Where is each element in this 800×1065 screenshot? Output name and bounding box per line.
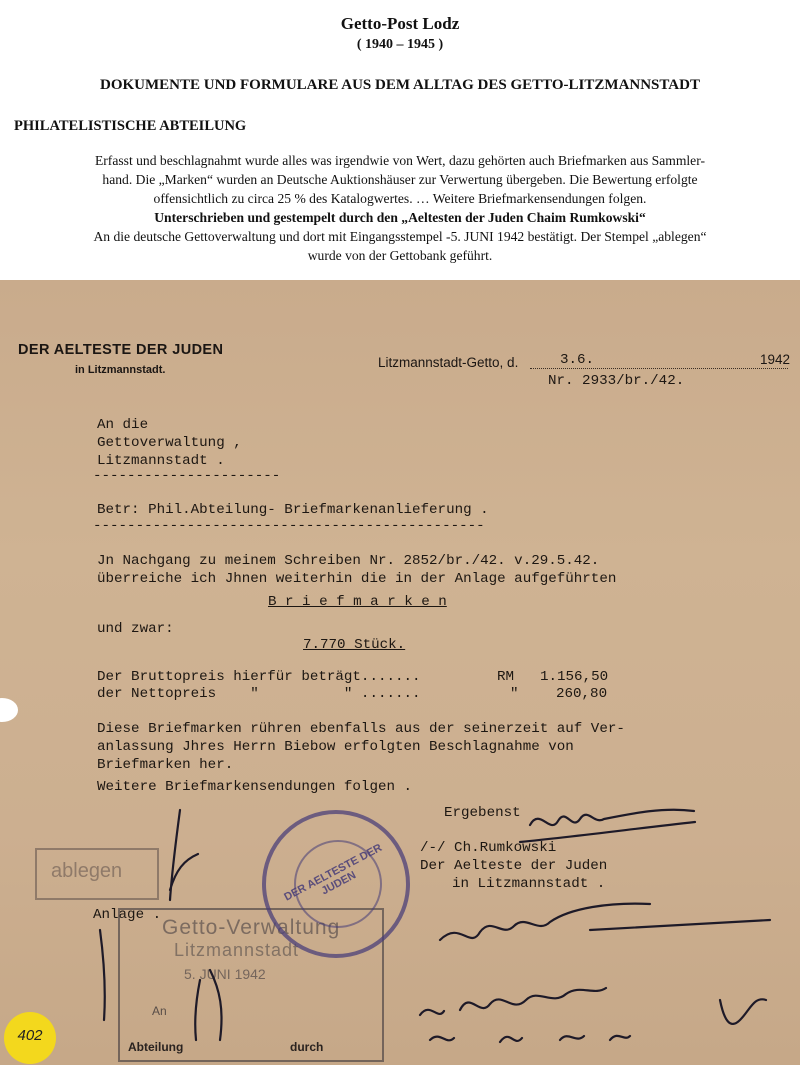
body-line: und zwar: (97, 621, 174, 637)
letter-document (0, 280, 800, 1065)
signature-line: Der Aelteste der Juden (420, 858, 608, 874)
gross-currency: RM (497, 669, 515, 685)
address-line: Gettoverwaltung , (97, 435, 242, 451)
letter-date: 3.6. (560, 352, 595, 368)
receipt-stamp-an: An (152, 1004, 167, 1018)
signature-flourish (520, 822, 695, 842)
initials-right (720, 999, 766, 1024)
body-line: Diese Briefmarken rühren ebenfalls aus der seinerzeit auf Ver- (97, 721, 625, 737)
handwriting-ink (0, 280, 800, 1065)
margin-mark (100, 930, 105, 1020)
subject-line: Betr: Phil.Abteilung- Briefmarkenanlieferung . (97, 502, 489, 518)
item-heading: B r i e f m a r k e n (268, 594, 447, 610)
receipt-stamp-date: 5. JUNI 1942 (184, 966, 266, 982)
receipt-stamp-org: Getto-Verwaltung (162, 916, 341, 939)
stamp-count: 7.770 Stück. (303, 637, 406, 653)
caption-line: hand. Die „Marken“ wurden an Deutsche Auktionshäuser zur Verwertung übergeben. Die Bewertung erfolgte (102, 172, 698, 187)
receipt-stamp-city: Litzmannstadt (174, 940, 300, 960)
caption-years: ( 1940 – 1945 ) (356, 37, 444, 52)
signature-line: in Litzmannstadt . (452, 876, 606, 892)
letterhead-subtitle: in Litzmannstadt. (75, 364, 166, 376)
round-stamp-text: DER AELTESTE DER JUDEN (282, 841, 385, 904)
caption-line: Erfasst und beschlagnahmt wurde alles was irgendwie von Wert, dazu gehörten auch Briefmarken aus Sammler- (94, 153, 706, 168)
gross-value: 1.156,50 (540, 669, 609, 685)
net-value: 260,80 (556, 686, 608, 702)
caption-panel (0, 0, 800, 280)
caption-section: PHILATELISTISCHE ABTEILUNG (14, 118, 247, 134)
letter-year: 1942 (760, 352, 791, 367)
caption-body (10, 151, 790, 265)
net-currency: " (510, 686, 519, 702)
rumkowski-signature (530, 810, 694, 825)
place-label: Litzmannstadt-Getto, d. (378, 355, 519, 370)
letterhead-title: DER AELTESTE DER JUDEN (18, 342, 224, 358)
regards: Ergebenst (444, 805, 521, 821)
stamp-signature (195, 970, 221, 1040)
body-line: überreiche ich Jhnen weiterhin die in der Anlage aufgeführten (97, 571, 617, 587)
catalog-number: 402 (17, 1027, 43, 1044)
caption-bold-line: Unterschrieben und gestempelt durch den „Aeltesten der Juden Chaim Rumkowski“ (154, 210, 646, 225)
initials-mark (170, 810, 198, 900)
caption-line: offensichtlich zu circa 25 % des Katalogwertes. … Weitere Briefmarkensendungen folgen. (153, 191, 647, 206)
body-line: Jn Nachgang zu meinem Schreiben Nr. 2852/br./42. v.29.5.42. (97, 553, 600, 569)
signature-line: /-/ Ch.Rumkowski (420, 840, 557, 856)
address-rule: ---------------------- (93, 468, 281, 484)
address-line: An die (97, 417, 149, 433)
caption-heading: DOKUMENTE UND FORMULARE AUS DEM ALLTAG DES GETTO-LITZMANNSTADT (100, 77, 700, 93)
caption-title: Getto-Post Lodz (340, 14, 460, 33)
receipt-stamp-durch: durch (290, 1040, 324, 1054)
address-line: Litzmannstadt . (97, 453, 225, 469)
net-label: der Nettopreis " " ....... (97, 686, 421, 702)
receipt-stamp-abteilung: Abteilung (128, 1040, 184, 1054)
gross-label: Der Bruttopreis hierfür beträgt....... (97, 669, 421, 685)
handwritten-note (420, 988, 606, 1015)
closing-line: Weitere Briefmarkensendungen folgen . (97, 779, 413, 795)
reference-number: Nr. 2933/br./42. (548, 373, 685, 389)
caption-line: An die deutsche Gettoverwaltung und dort mit Eingangsstempel -5. JUNI 1942 bestätigt. Der Stempel „ablegen“ (93, 229, 707, 244)
catalog-number-tag (4, 1012, 56, 1064)
subject-rule: ---------------------------------------------- (93, 518, 485, 534)
enclosure-label: Anlage . (93, 907, 162, 923)
ablegen-stamp-text: ablegen (51, 860, 123, 882)
handwritten-date-note (430, 1036, 630, 1042)
body-line: Briefmarken her. (97, 757, 234, 773)
crossed-notation (440, 904, 770, 940)
body-line: anlassung Jhres Herrn Biebow erfolgten Beschlagnahme von (97, 739, 574, 755)
caption-line: wurde von der Gettobank geführt. (307, 248, 493, 263)
